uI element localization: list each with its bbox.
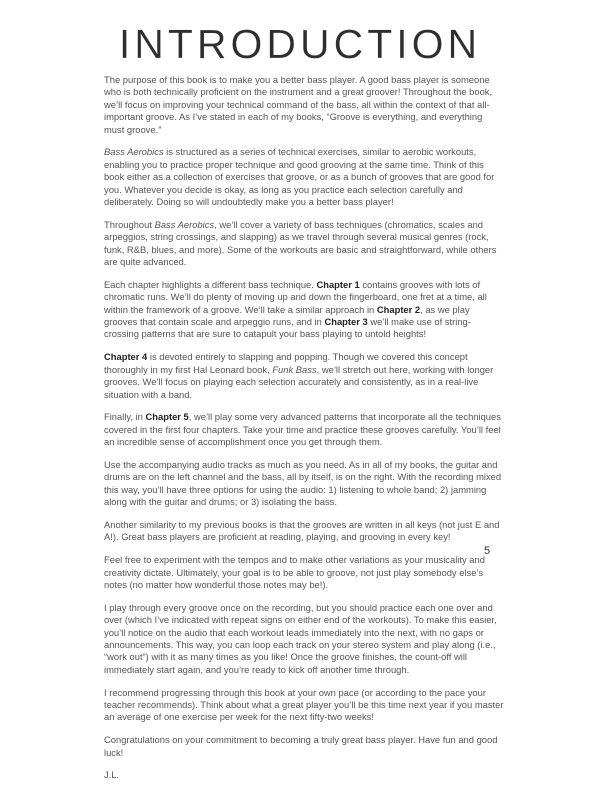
text: we’ll make use of string-crossing patterns that are sure to catapult your bass playing to untold heights! bbox=[104, 316, 471, 340]
text: , we’ll cover a variety of bass techniques (chromatics, scales and arpeggios, string crossings, and slapping) as we travel through several musical genres (rock, funk, R&B, blues, and more). Some of the workouts are basic and straightforward, while others are quite advanced. bbox=[104, 218, 497, 268]
paragraph: I recommend progressing through this book at your own pace (or according to the pace your teacher recommends). Think about what a great player you’ll be this time next year if you master an average of one exercise per week for the next fifty-two weeks! bbox=[104, 686, 504, 723]
text: Each chapter highlights a different bass technique. bbox=[104, 278, 317, 290]
paragraph bbox=[104, 351, 504, 401]
book-title: Funk Bass bbox=[272, 363, 317, 375]
text: , we’ll play some very advanced patterns that incorporate all the techniques covered in the first four chapters. Take your time and practice these grooves carefully. You’ll feel an incredible sense of accomplishment once you get through them. bbox=[104, 411, 501, 448]
paragraph: Congratulations on your commitment to becoming a truly great bass player. Have fun and good luck! bbox=[104, 734, 498, 758]
text: , as we play grooves that contain scale and arpeggio runs, and in bbox=[104, 303, 470, 328]
book-title: Bass Aerobics bbox=[154, 218, 215, 230]
paragraph: Another similarity to my previous books is that the grooves are written in all keys (not just E and A!). Great bass players are proficient at reading, playing, and grooving in every key! bbox=[104, 518, 500, 543]
paragraph bbox=[104, 279, 504, 341]
chapter-ref: Chapter 3 bbox=[324, 316, 368, 328]
chapter-ref: Chapter 4 bbox=[104, 351, 148, 363]
page-number: 5 bbox=[484, 545, 491, 557]
paragraph bbox=[104, 219, 504, 269]
text: Finally, in bbox=[104, 411, 146, 423]
paragraph bbox=[104, 146, 504, 208]
paragraph: I play through every groove once on the recording, but you should practice each one over and over (which I’ve indicated with repeat signs on either end of the workouts). To make this easier, you’ll notice on the audio that each workout leads immediately into the next, with no gaps or announcements. This way, you can loop each track on your stereo system and play along (i.e., “work out”) with it as many times as you like! Once the groove finishes, the count-off will immediately start again, and you’re ready to kick off another time through. bbox=[104, 601, 497, 675]
body-text bbox=[104, 74, 504, 792]
paragraph bbox=[104, 411, 504, 448]
paragraph: Use the accompanying audio tracks as much as you need. As in all of my books, the guitar and drums are on the left channel and the bass, all by itself, is on the right. With the recording mixed this way, you’ll have three options for using the audio: 1) listening to whole band; 2) jamming along with the guitar and drums; or 3) isolating the bass. bbox=[104, 458, 502, 508]
text: is devoted entirely to slapping and popping. Though we covered this concept thoroughly in my first Hal Leonard book, bbox=[104, 351, 468, 375]
paragraph: Feel free to experiment with the tempos and to make other variations as your musicality and creativity dictate. Ultimately, your goal is to be able to groove, not just play somebody else’s notes (no matter how wonderful those notes may be!). bbox=[104, 554, 485, 590]
text: is structured as a series of technical exercises, similar to aerobic workouts, enabling you to practice proper technique and good grooving at the same time. Think of this book either as a collection of exercises that groove, or as a bunch of grooves that are good for you. Whatever you decide is okay, as long as you practice each selection carefully and deliberately. Doing so will undoubtedly make you a better bass player! bbox=[104, 146, 495, 208]
page-title: INTRODUCTION bbox=[118, 21, 482, 67]
signature: J.L. bbox=[104, 769, 120, 781]
text: contains grooves with lots of chromatic runs. We’ll do plenty of moving up and down the fingerboard, one fret at a time, all within the framework of a groove. We’ll take a similar approach in bbox=[104, 278, 487, 315]
text: , we’ll stretch out here, working with longer grooves. We’ll focus on playing each selection accurately and consistently, as in a real-live situation with a band. bbox=[104, 363, 494, 400]
text: Throughout bbox=[104, 218, 155, 230]
chapter-ref: Chapter 2 bbox=[376, 303, 421, 315]
chapter-ref: Chapter 5 bbox=[145, 411, 189, 423]
book-title: Bass Aerobics bbox=[104, 146, 164, 158]
chapter-ref: Chapter 1 bbox=[316, 278, 360, 290]
paragraph: The purpose of this book is to make you a better bass player. A good bass player is someone who is both technically proficient on the instrument and a great groover! Throughout the book, we’ll focus on improving your technical command of the bass, all within the context of that all-important groove. As I’ve stated in each of my books, “Groove is everything, and everything must groove.” bbox=[104, 74, 493, 135]
